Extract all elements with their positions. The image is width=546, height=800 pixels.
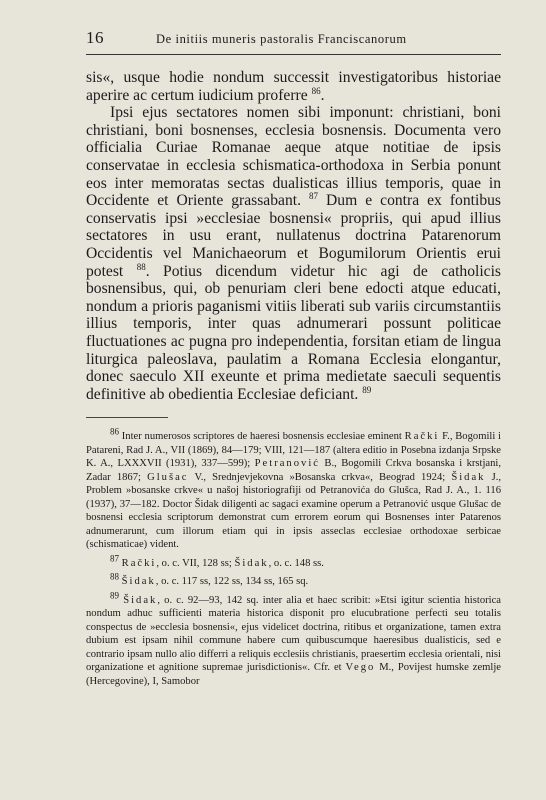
footnote-89 bbox=[86, 590, 501, 689]
footnote-text: , o. c. 92—93, 142 sq. inter alia et haec scribit: »Etsi igitur scientia historica nondum adhuc sufficienti materia historica disponit pro elucubratione perfecti seu totalis conspectus de »ecclesia bosnensi«, ejus videlicet doctrina, ritibus et organizatione, tamen extra dubium est ipsam nihil commune habere cum quibuscumque haeresibus dualisticis, sed e contrario ipsam nullo alio differri a reliquis ecclesiis christianis, praesertim ecclesia orientali, nisi organizatione et agnitione supremae jurisdictionis«. Cfr. et bbox=[86, 594, 501, 674]
author-name: Rački bbox=[121, 557, 157, 569]
author-name: Šidak bbox=[451, 471, 486, 483]
footnote-text: B., Bogomili Crkva bosanska i krstjani, Zadar 1867; bbox=[86, 458, 502, 483]
footnote-ref-89: 89 bbox=[362, 384, 372, 395]
footnotes bbox=[86, 426, 502, 688]
footnote-number: 88 bbox=[110, 571, 119, 582]
paragraph-2 bbox=[86, 104, 501, 403]
running-head bbox=[86, 28, 516, 54]
author-name: Glušac bbox=[147, 471, 189, 483]
paragraph-1-end: . bbox=[320, 86, 325, 104]
footnote-ref-87: 87 bbox=[309, 190, 318, 201]
footnote-text: J., Problem »bosanske crkve« u našoj historiografiji od Petranovića do Glušca, Rad J. A., 1. 116 (1937), 37—182. Doctor Šidak diligenti ac sagaci examine operum a Petranović usque Glušac de bosnensi ecclesia scriptorum demonstrat cum errorem eorum qui Bosnenses inter Patarenos adnumerarunt, cum illorum etiam qui in ipsis asseclas ecclesiae orthodoxae serbicae (schismaticae) vident. bbox=[86, 471, 501, 551]
author-name: Šidak bbox=[234, 557, 269, 569]
running-title: De initiis muneris pastoralis Franciscanorum bbox=[156, 32, 407, 46]
footnote-text: V., Srednjevjekovna »Bosanska crkva«, Beograd 1924; bbox=[194, 471, 446, 483]
paragraph-2-part-c: . Potius dicendum videtur hic agi de catholicis bosnensibus, qui, ob penuriam cleri bene edocti atque educati, nondum a prioris paganismi vitiis liberati sub variis circumstantiis illius temporis, inter quas adnumerari possunt politicae fluctuationes ac pugna pro independentia, forsitan etiam de lingua liturgica paleoslava, paulatim a Romana Ecclesia elongantur, donec saeculo XII exeunte et prima medietate saeculi sequentis definitive ab obedientia Ecclesiae deficiant. bbox=[86, 262, 501, 403]
header-rule bbox=[86, 54, 501, 55]
footnote-rule bbox=[86, 417, 168, 418]
page-number: 16 bbox=[86, 28, 104, 47]
footnote-number: 87 bbox=[110, 553, 119, 564]
main-text bbox=[86, 69, 501, 403]
footnote-text: , o. c. VII, 128 ss; bbox=[156, 557, 232, 569]
paragraph-1-text: sis«, usque hodie nondum successit investigatoribus historiae aperire ac certum iudicium proferre bbox=[86, 69, 501, 104]
author-name: Petranović bbox=[254, 458, 320, 470]
footnote-ref-86: 86 bbox=[311, 85, 321, 96]
author-name: Šidak bbox=[123, 594, 158, 606]
footnote-text: F., Bogomili i Patareni, Rad J. A., VII (1869), 84—179; VIII, 121—187 (altera editio in Posebna izdanja Srpske K. A., LXXXVII (1931), 337—599); bbox=[86, 431, 501, 470]
footnote-number: 86 bbox=[110, 426, 119, 437]
footnote-text: M., Povijest humske zemlje (Hercegovine), I, Samobor bbox=[86, 662, 501, 687]
paragraph-2-part-b: Dum e contra ex fontibus conservatis ipsi »ecclesiae bosnensi« propriis, qui apud illius sectatores in usu erant, nullatenus doctrina Patarenorum Occidentis vel Manichaeorum et Bogumilorum Orientis erui potest bbox=[86, 192, 501, 280]
author-name: Rački bbox=[404, 431, 440, 443]
footnote-text: , o. c. 117 ss, 122 ss, 134 ss, 165 sq. bbox=[155, 576, 309, 588]
author-name: Šidak bbox=[121, 576, 156, 588]
paragraph-1 bbox=[86, 69, 501, 104]
footnote-number: 89 bbox=[110, 590, 119, 601]
footnote-ref-88: 88 bbox=[136, 261, 146, 272]
footnote-88 bbox=[86, 571, 501, 589]
author-name: Vego bbox=[345, 662, 376, 674]
footnote-text: Inter numerosos scriptores de haeresi bosnensis ecclesiae eminent bbox=[121, 431, 402, 443]
footnote-86 bbox=[86, 426, 502, 552]
footnote-text: , o. c. 148 ss. bbox=[268, 557, 324, 569]
footnote-87 bbox=[86, 553, 501, 571]
paragraph-2-part-a: Ipsi ejus sectatores nomen sibi imponunt: christiani, boni christiani, boni bosnenses, ecclesia bosnensis. Documenta vero officialia Curiae Romanae aeque atque notitiae de ipsis conservatae in ecclesia schismatica-orthodoxa in Serbia ponunt eos inter memoratas sectas dualisticas illius temporis, quae in Occidente et Oriente grassabant. bbox=[86, 104, 501, 210]
